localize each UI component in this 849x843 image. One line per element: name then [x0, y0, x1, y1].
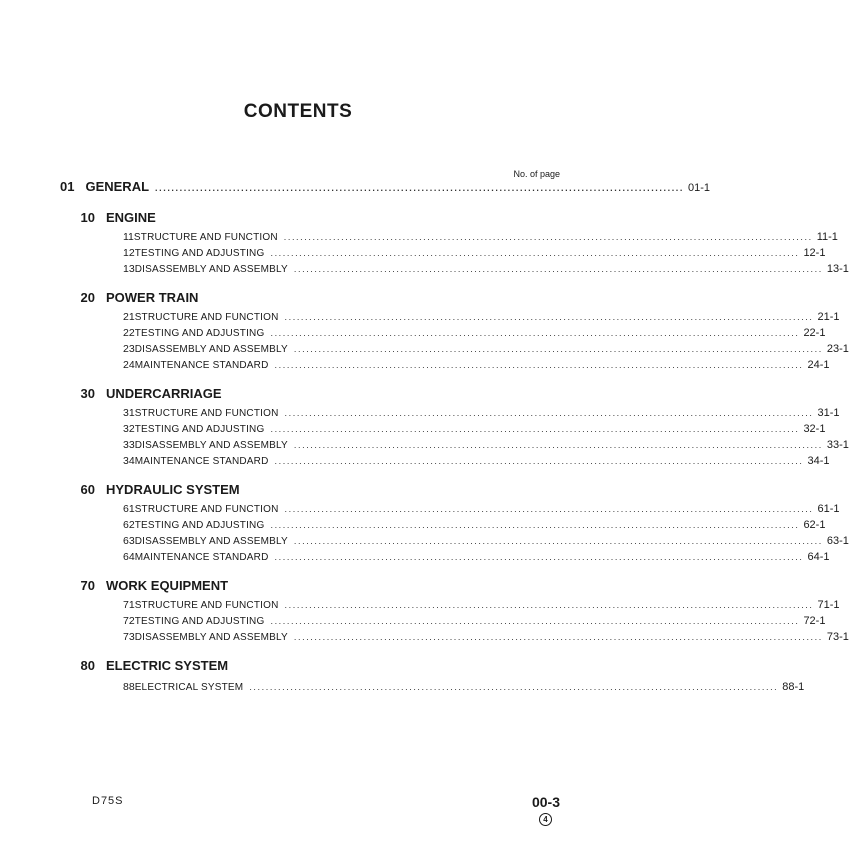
leader-dots: ................................................................................................................................. [270, 616, 800, 626]
chapter-title: STRUCTURE AND FUNCTION [134, 312, 279, 323]
section-title: GENERAL [85, 179, 150, 194]
chapter-page: 23-1 [826, 343, 849, 355]
toc-chapter-63[interactable] [60, 535, 849, 551]
chapter-number: 34 [123, 455, 135, 467]
chapter-title: STRUCTURE AND FUNCTION [134, 600, 279, 611]
leader-dots: ................................................................................................................................. [284, 408, 814, 418]
section-number: 70 [80, 578, 95, 593]
leader-dots: ................................................................................................................................. [249, 682, 779, 692]
section-title: ELECTRIC SYSTEM [106, 658, 229, 673]
chapter-number: 63 [123, 535, 135, 547]
toc-section-work-equipment[interactable] [60, 578, 560, 596]
leader-dots: ................................................................................................................................. [274, 552, 804, 562]
section-title: ENGINE [106, 210, 156, 225]
chapter-page: 13-1 [826, 263, 849, 275]
chapter-title: TESTING AND ADJUSTING [134, 616, 265, 627]
chapter-page: 34-1 [807, 455, 830, 467]
chapter-page: 62-1 [803, 519, 826, 531]
chapter-number: 64 [123, 551, 135, 563]
toc-section-engine[interactable] [60, 210, 560, 228]
toc-chapter-71[interactable] [60, 599, 840, 615]
leader-dots: ................................................................................................................................. [293, 344, 823, 354]
leader-dots: ................................................................................................................................. [270, 248, 800, 258]
chapter-number: 23 [123, 343, 135, 355]
chapter-page: 24-1 [807, 359, 830, 371]
chapter-number: 24 [123, 359, 135, 371]
leader-dots: ................................................................................................................................. [293, 264, 823, 274]
leader-dots: ................................................................................................................................. [270, 424, 800, 434]
section-title: WORK EQUIPMENT [106, 578, 229, 593]
chapter-title: DISASSEMBLY AND ASSEMBLY [134, 536, 288, 547]
chapter-number: 71 [123, 599, 135, 611]
chapter-page: 33-1 [826, 439, 849, 451]
chapter-title: STRUCTURE AND FUNCTION [133, 232, 278, 243]
chapter-number: 33 [123, 439, 135, 451]
toc-section-general[interactable] [60, 179, 711, 197]
toc-chapter-73[interactable] [60, 631, 849, 647]
toc-chapter-12[interactable] [60, 247, 826, 263]
toc-section-electric-system[interactable] [60, 658, 560, 676]
toc-chapter-34[interactable] [60, 455, 830, 471]
section-title: HYDRAULIC SYSTEM [106, 482, 240, 497]
chapter-page: 71-1 [817, 599, 840, 611]
chapter-title: ELECTRICAL SYSTEM [134, 682, 244, 693]
section-number: 20 [80, 290, 95, 305]
leader-dots: ................................................................................................................................. [155, 183, 684, 193]
leader-dots: ................................................................................................................................. [274, 456, 804, 466]
toc-chapter-11[interactable] [60, 231, 838, 247]
section-title: UNDERCARRIAGE [106, 386, 222, 401]
chapter-page: 72-1 [803, 615, 826, 627]
chapter-title: MAINTENANCE STANDARD [134, 360, 269, 371]
chapter-number: 61 [123, 503, 135, 515]
section-number: 30 [80, 386, 95, 401]
chapter-title: TESTING AND ADJUSTING [134, 248, 265, 259]
chapter-number: 21 [123, 311, 135, 323]
chapter-title: MAINTENANCE STANDARD [134, 552, 269, 563]
leader-dots: ................................................................................................................................. [283, 232, 813, 242]
toc-chapter-22[interactable] [60, 327, 826, 343]
chapter-number: 22 [123, 327, 135, 339]
page-column-header: No. of page [513, 169, 560, 179]
chapter-number: 72 [123, 615, 135, 627]
chapter-title: DISASSEMBLY AND ASSEMBLY [134, 440, 288, 451]
chapter-title: TESTING AND ADJUSTING [134, 520, 265, 531]
chapter-number: 12 [123, 247, 135, 259]
leader-dots: ................................................................................................................................. [270, 520, 800, 530]
chapter-title: DISASSEMBLY AND ASSEMBLY [134, 632, 288, 643]
chapter-number: 62 [123, 519, 135, 531]
section-number: 10 [80, 210, 95, 225]
leader-dots: ................................................................................................................................. [284, 600, 814, 610]
chapter-number: 13 [123, 263, 135, 275]
chapter-title: MAINTENANCE STANDARD [134, 456, 269, 467]
toc-chapter-31[interactable] [60, 407, 840, 423]
chapter-number: 31 [123, 407, 135, 419]
toc-chapter-62[interactable] [60, 519, 826, 535]
revision-circle-icon: 4 [539, 813, 552, 826]
chapter-page: 64-1 [807, 551, 830, 563]
section-number: 60 [80, 482, 95, 497]
footer-page-number: 00-3 [531, 794, 560, 810]
chapter-title: DISASSEMBLY AND ASSEMBLY [134, 344, 288, 355]
section-title: POWER TRAIN [106, 290, 199, 305]
toc-chapter-13[interactable] [60, 263, 849, 279]
toc-chapter-88[interactable] [60, 681, 805, 697]
leader-dots: ................................................................................................................................. [293, 440, 823, 450]
section-number: 01 [60, 179, 75, 194]
chapter-title: TESTING AND ADJUSTING [134, 424, 265, 435]
chapter-page: 61-1 [817, 503, 840, 515]
toc-chapter-23[interactable] [60, 343, 849, 359]
leader-dots: ................................................................................................................................. [293, 536, 823, 546]
toc-chapter-64[interactable] [60, 551, 830, 567]
leader-dots: ................................................................................................................................. [293, 632, 823, 642]
chapter-number: 11 [123, 231, 134, 243]
chapter-page: 73-1 [826, 631, 849, 643]
chapter-page: 31-1 [817, 407, 840, 419]
leader-dots: ................................................................................................................................. [284, 504, 814, 514]
chapter-title: STRUCTURE AND FUNCTION [134, 408, 279, 419]
page-title: CONTENTS [243, 101, 353, 122]
chapter-page: 88-1 [782, 681, 805, 693]
chapter-title: TESTING AND ADJUSTING [134, 328, 265, 339]
toc-section-power-train[interactable] [60, 290, 560, 308]
chapter-page: 22-1 [803, 327, 826, 339]
leader-dots: ................................................................................................................................. [270, 328, 800, 338]
chapter-number: 32 [123, 423, 135, 435]
leader-dots: ................................................................................................................................. [284, 312, 814, 322]
toc-chapter-61[interactable] [60, 503, 840, 519]
toc-chapter-33[interactable] [60, 439, 849, 455]
toc-chapter-24[interactable] [60, 359, 830, 375]
chapter-page: 63-1 [826, 535, 849, 547]
chapter-title: DISASSEMBLY AND ASSEMBLY [134, 264, 288, 275]
footer-model: D75S [92, 795, 124, 807]
section-number: 80 [80, 658, 95, 673]
chapter-page: 11-1 [816, 231, 838, 243]
section-page: 01-1 [688, 182, 711, 194]
toc-section-hydraulic-system[interactable] [60, 482, 560, 500]
chapter-number: 73 [123, 631, 135, 643]
chapter-page: 32-1 [803, 423, 826, 435]
toc-section-undercarriage[interactable] [60, 386, 560, 404]
chapter-page: 21-1 [817, 311, 840, 323]
toc-chapter-72[interactable] [60, 615, 826, 631]
chapter-number: 88 [123, 681, 135, 693]
toc-chapter-32[interactable] [60, 423, 826, 439]
chapter-page: 12-1 [803, 247, 826, 259]
toc-chapter-21[interactable] [60, 311, 840, 327]
chapter-title: STRUCTURE AND FUNCTION [134, 504, 279, 515]
leader-dots: ................................................................................................................................. [274, 360, 804, 370]
